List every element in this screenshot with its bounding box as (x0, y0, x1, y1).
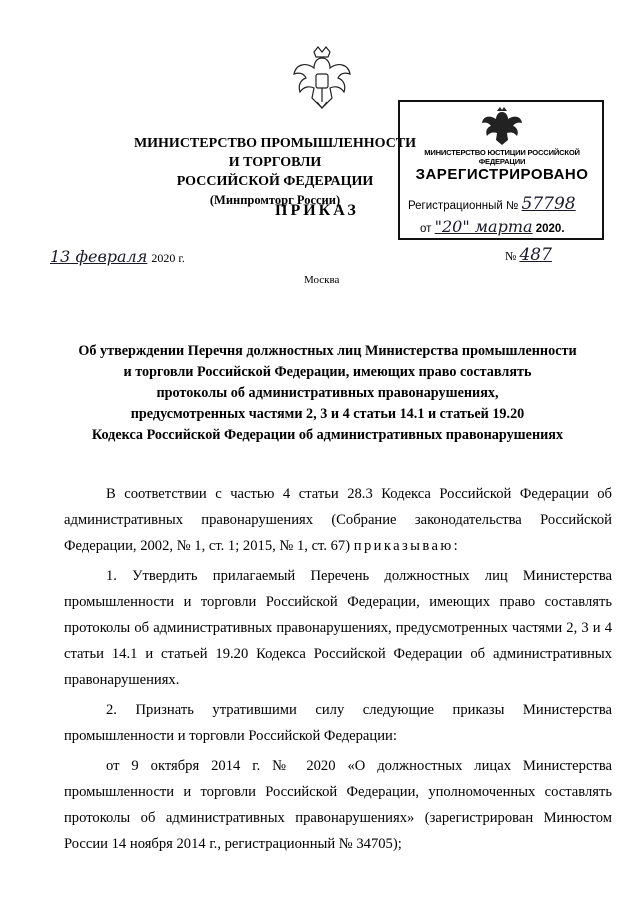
stamp-status: ЗАРЕГИСТРИРОВАНО (415, 166, 589, 183)
order-heading (60, 341, 595, 446)
stamp-eagle-icon (480, 106, 524, 146)
paragraph-2: 2. Признать утратившими силу следующие приказы Министерства промышленности и торговли Российской Федерации: (64, 702, 612, 744)
heading-line: и торговли Российской Федерации, имеющих право составлять (123, 364, 532, 380)
intro-paragraph (64, 481, 612, 559)
document-type-title: ПРИКАЗ (275, 202, 359, 219)
paragraph-1: 1. Утвердить прилагаемый Перечень должностных лиц Министерства промышленности и торговли Российской Федерации, имеющих право составлять протоколы об административных правонарушениях, предусмотренных частями 2, 3 и 4 статьи 14.1 и статьей 19.20 Кодекса Российской Федерации об административных правонарушениях. (64, 568, 612, 688)
order-number-prefix: № (505, 249, 517, 263)
heading-line: протоколы об административных правонарушениях, (156, 385, 499, 401)
ministry-name-line1: МИНИСТЕРСТВО ПРОМЫШЛЕННОСТИ И ТОРГОВЛИ (133, 136, 417, 170)
stamp-year: 2020. (535, 223, 565, 235)
order-number-handwritten: 487 (519, 245, 552, 265)
stamp-registration-number: 57798 (521, 194, 576, 214)
stamp-date-handwritten: "20" марта (434, 217, 533, 236)
order-date (50, 247, 185, 267)
intro-text: В соответствии с частью 4 статьи 28.3 Кодекса Российской Федерации об административных правонарушениях (Собрание законодательства Российской Федерации, 2002, № 1, ст. 1; 2015, № 1, ст. 67) (64, 486, 612, 554)
intro-command: приказываю: (353, 538, 461, 554)
heading-line: Кодекса Российской Федерации об административных правонарушениях (91, 427, 564, 443)
russian-coat-of-arms-icon (292, 44, 352, 114)
heading-line: предусмотренных частями 2, 3 и 4 статьи 14.1 и статьей 19.20 (130, 406, 525, 422)
order-body (64, 481, 612, 861)
stamp-date-row (420, 217, 600, 236)
stamp-organization: МИНИСТЕРСТВО ЮСТИЦИИ РОССИЙСКОЙ ФЕДЕРАЦИИ (424, 148, 580, 166)
order-date-year: 2020 г. (151, 251, 185, 265)
order-number (505, 245, 552, 265)
ministry-header (130, 134, 420, 210)
stamp-registration-number-row (408, 194, 602, 214)
paragraph-3: от 9 октября 2014 г. № 2020 «О должностных лицах Министерства промышленности и торговли Российской Федерации, уполномоченных составлять протоколы об административных правонарушениях» (зарегистрирован Минюстом России 14 ноября 2014 г., регистрационный № 34705); (64, 758, 612, 852)
ministry-name-line2: РОССИЙСКОЙ ФЕДЕРАЦИИ (176, 174, 374, 189)
registration-stamp (398, 100, 604, 240)
city: Москва (304, 274, 340, 286)
stamp-registration-label: Регистрационный № (408, 200, 519, 212)
order-date-handwritten: 13 февраля (50, 247, 148, 266)
ministry-short-name: (Минпромторг России) (209, 193, 341, 207)
heading-line: Об утверждении Перечня должностных лиц Министерства промышленности (78, 343, 577, 359)
stamp-date-prefix: от (420, 223, 432, 235)
